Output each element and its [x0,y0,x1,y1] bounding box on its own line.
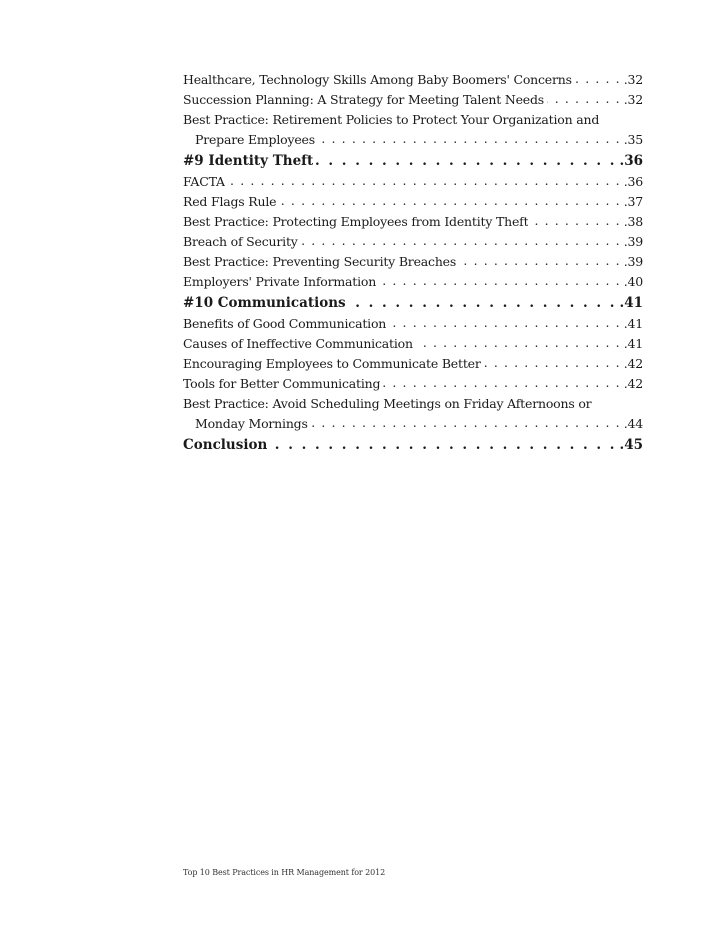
dot-leader [316,155,616,167]
toc-entry-label: Encouraging Employees to Communicate Better [183,356,481,371]
toc-entry[interactable] [183,70,643,90]
toc-entry-label: Best Practice: Avoid Scheduling Meetings on Friday Afternoons or [183,396,592,411]
toc-entry-label-continued: Prepare Employees [195,132,315,147]
toc-entry-label: Tools for Better Communicating [183,376,381,391]
toc-entry-label: FACTA [183,174,225,189]
toc-entry-page: .38 [623,214,643,229]
toc-entry-label: #10 Communications [183,295,346,311]
toc-section-heading[interactable] [183,434,643,456]
dot-leader [379,276,621,288]
toc-entry-label-continued: Monday Mornings [195,416,308,431]
toc-entry-label: Best Practice: Retirement Policies to Protect Your Organization and [183,112,600,127]
dot-leader [389,318,621,330]
dot-leader [301,236,621,248]
toc-entry-label: Benefits of Good Communication [183,316,387,331]
toc-entry-page: .35 [623,132,643,147]
toc-entry-page: .37 [623,194,643,209]
toc-entry-page: .42 [623,356,643,371]
toc-entry[interactable] [183,212,643,232]
toc-entry-page: .41 [619,295,643,311]
toc-entry-label: #9 Identity Theft [183,153,314,169]
toc-section-heading[interactable] [183,292,643,314]
toc-entry-page: .45 [619,437,643,453]
toc-entry-label: Healthcare, Technology Skills Among Baby Boomers' Concerns [183,72,572,87]
table-of-contents [183,70,643,456]
toc-entry[interactable] [183,272,643,292]
toc-entry[interactable] [183,252,643,272]
dot-leader [416,338,621,350]
toc-entry[interactable] [183,314,643,334]
dot-leader [318,134,621,146]
toc-entry-page: .36 [623,174,643,189]
dot-leader [459,256,621,268]
toc-entry-page: .39 [623,234,643,249]
dot-leader [279,196,620,208]
toc-entry-label: Red Flags Rule [183,194,277,209]
toc-entry[interactable] [183,232,643,252]
dot-leader [547,94,621,106]
dot-leader [311,418,621,430]
toc-entry-page: .32 [623,72,643,87]
dot-leader [228,176,621,188]
toc-entry[interactable] [183,354,643,374]
toc-entry[interactable] [183,192,643,212]
toc-entry-page: .39 [623,254,643,269]
page-footer: Top 10 Best Practices in HR Management for 2012 [183,868,386,877]
toc-entry[interactable] [183,90,643,110]
toc-entry-page: .36 [619,153,643,169]
toc-entry[interactable] [183,110,643,150]
toc-entry-label: Best Practice: Protecting Employees from Identity Theft [183,214,529,229]
toc-entry-page: .32 [623,92,643,107]
toc-entry-page: .40 [623,274,643,289]
dot-leader [270,439,616,451]
toc-entry-label: Breach of Security [183,234,298,249]
toc-entry-label: Employers' Private Information [183,274,377,289]
dot-leader [484,358,621,370]
toc-entry[interactable] [183,172,643,192]
dot-leader [383,378,620,390]
toc-section-heading[interactable] [183,150,643,172]
toc-entry[interactable] [183,394,643,434]
toc-entry-label: Causes of Ineffective Communication [183,336,413,351]
toc-entry-label: Conclusion [183,437,268,453]
toc-entry-label: Succession Planning: A Strategy for Meeting Talent Needs [183,92,545,107]
toc-entry-label: Best Practice: Preventing Security Breaches [183,254,457,269]
toc-entry[interactable] [183,374,643,394]
dot-leader [575,74,621,86]
toc-entry-page: .41 [623,316,643,331]
toc-entry-page: .44 [623,416,643,431]
toc-entry[interactable] [183,334,643,354]
dot-leader [349,297,617,309]
toc-entry-page: .42 [623,376,643,391]
toc-entry-page: .41 [623,336,643,351]
dot-leader [531,216,620,228]
